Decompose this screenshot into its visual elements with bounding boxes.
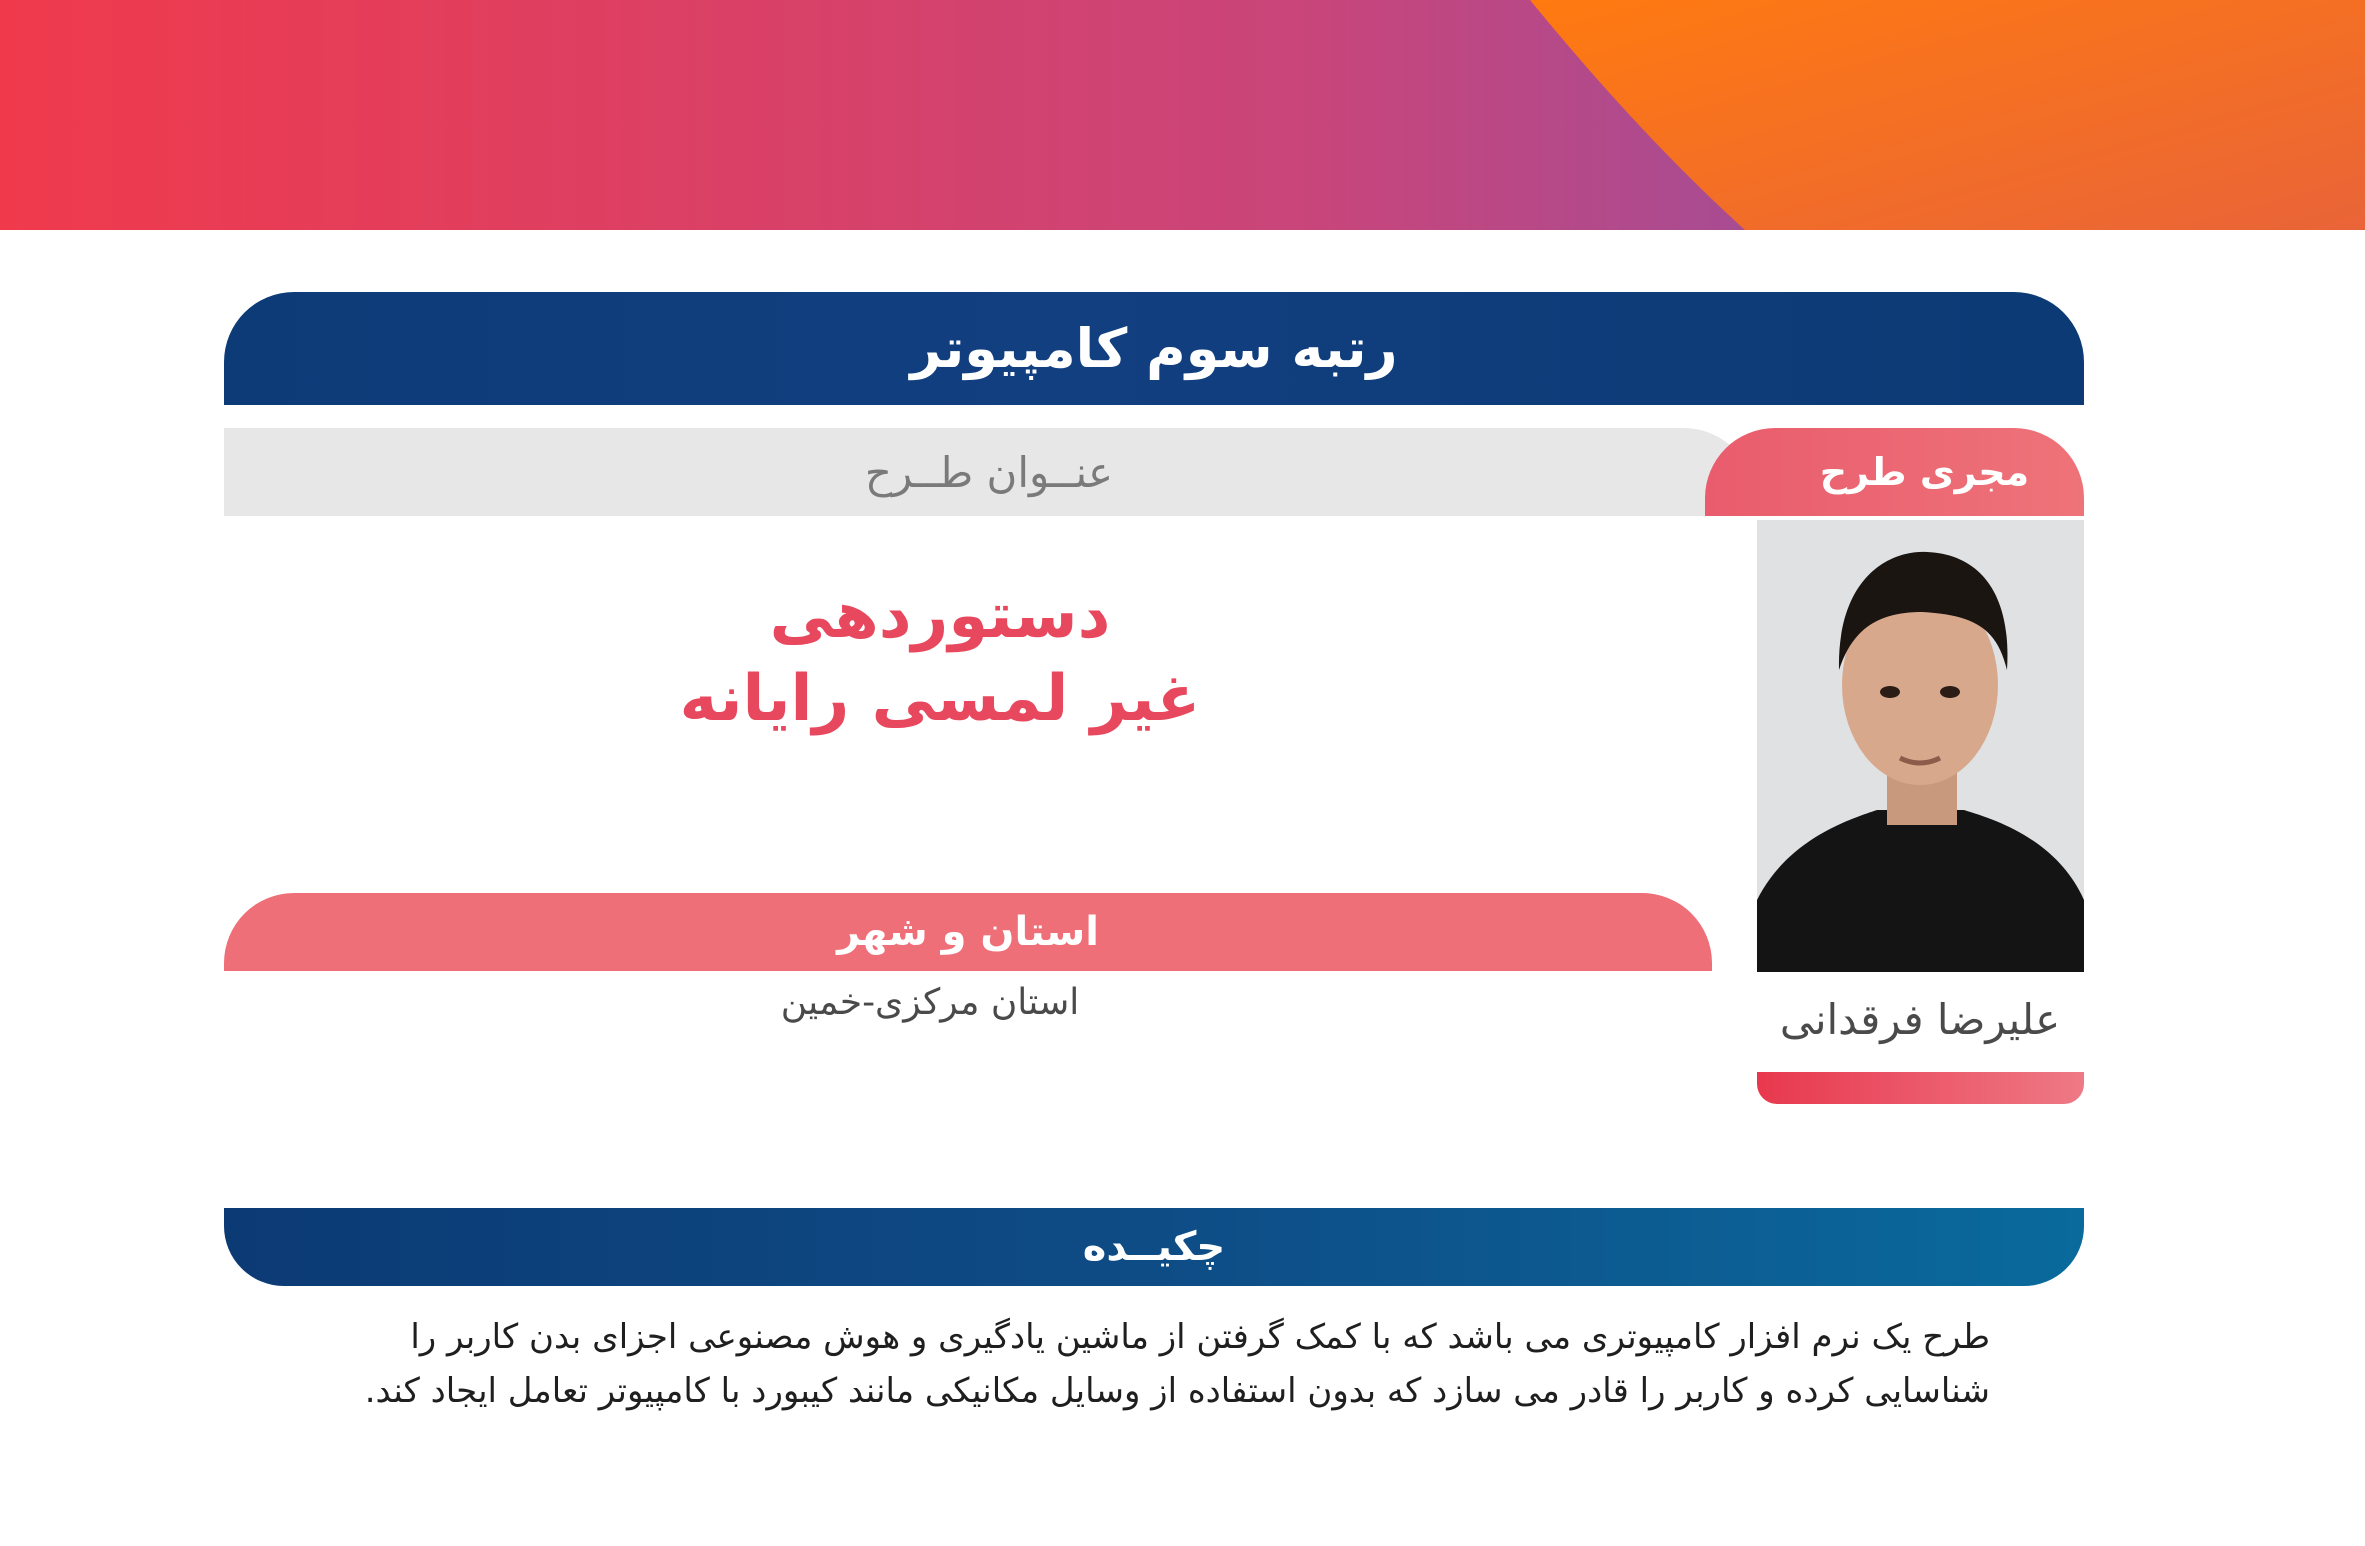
abstract-label: چکیــده — [1082, 1224, 1226, 1270]
executor-name: علیرضا فرقدانی — [1779, 995, 2061, 1044]
executor-photo — [1757, 520, 2084, 972]
project-title-line-2: غیر لمسی رایانه — [679, 662, 1201, 737]
name-accent-bar — [1757, 1072, 2084, 1104]
project-title-label-bar — [224, 428, 1754, 516]
project-title-label: عنــوان طــرح — [864, 447, 1114, 497]
province-label-bar — [224, 893, 1712, 971]
abstract-text: طرح یک نرم افزار کامپیوتری می باشد که با کمک گرفتن از ماشین یادگیری و هوش مصنوعی اجزای بدن کاربر را شناسایی کرده و کاربر را قادر می سازد که بدون استفاده از وسایل مکانیکی مانند کیبورد با کامپیوتر تعامل ایجاد کند. — [364, 1317, 1990, 1412]
project-title — [560, 575, 1320, 741]
rank-header — [224, 292, 2084, 405]
top-banner — [0, 0, 2365, 230]
province-label: استان و شهر — [837, 909, 1099, 955]
project-title-line-1: دستوردهی — [769, 579, 1111, 653]
rank-title: رتبه سوم کامپیوتر — [910, 317, 1398, 380]
executor-label-tab — [1705, 428, 2084, 516]
province-value: استان مرکزی-خمین — [780, 982, 1080, 1023]
executor-label: مجری طرح — [1819, 450, 2030, 494]
abstract-header — [224, 1208, 2084, 1286]
